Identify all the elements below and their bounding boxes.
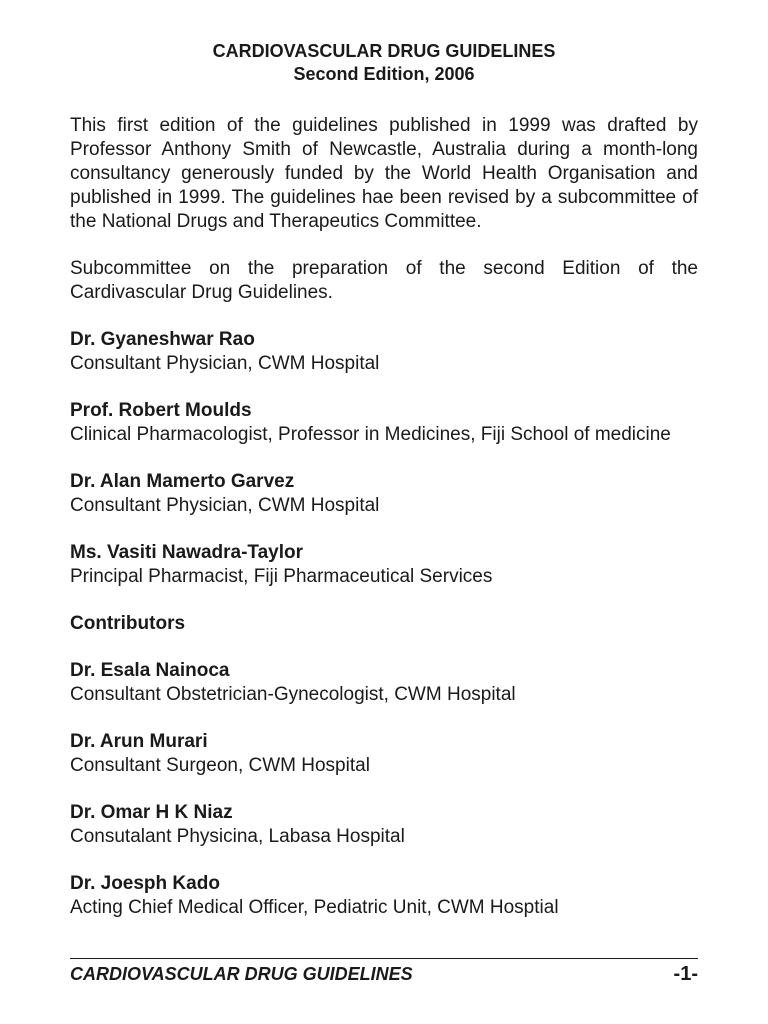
subcommittee-member <box>70 328 698 376</box>
member-name: Dr. Alan Mamerto Garvez <box>70 471 295 492</box>
contributor-name: Dr. Esala Nainoca <box>70 660 230 681</box>
document-title: CARDIOVASCULAR DRUG GUIDELINES <box>212 41 556 61</box>
page-footer <box>70 958 698 986</box>
subcommittee-member <box>70 399 698 447</box>
contributor-name: Dr. Omar H K Niaz <box>70 802 233 823</box>
document-edition: Second Edition, 2006 <box>293 64 475 84</box>
contributor-name: Dr. Joesph Kado <box>70 873 220 894</box>
document-page <box>70 40 698 920</box>
contributors-heading: Contributors <box>70 613 186 634</box>
member-role: Consultant Physician, CWM Hospital <box>70 495 380 516</box>
subcommittee-member <box>70 470 698 518</box>
contributor <box>70 730 698 778</box>
contributor-role: Consultant Obstetrician-Gynecologist, CWM Hospital <box>70 684 516 705</box>
subcommittee-intro: Subcommittee on the preparation of the second Edition of the Cardivascular Drug Guidelines. <box>70 258 698 303</box>
contributor-role: Consultant Surgeon, CWM Hospital <box>70 755 370 776</box>
member-name: Prof. Robert Moulds <box>70 400 252 421</box>
member-name: Ms. Vasiti Nawadra-Taylor <box>70 542 304 563</box>
contributor <box>70 659 698 707</box>
member-name: Dr. Gyaneshwar Rao <box>70 329 255 350</box>
member-role: Clinical Pharmacologist, Professor in Medicines, Fiji School of medicine <box>70 424 671 445</box>
member-role: Consultant Physician, CWM Hospital <box>70 353 380 374</box>
contributor-role: Consutalant Physicina, Labasa Hospital <box>70 826 405 847</box>
contributor <box>70 801 698 849</box>
member-role: Principal Pharmacist, Fiji Pharmaceutical Services <box>70 566 493 587</box>
intro-paragraph: This first edition of the guidelines published in 1999 was drafted by Professor Anthony Smith of Newcastle, Australia during a month-long consultancy generously funded by the World Health Organisation and published in 1999. The guidelines hae been revised by a subcommittee of the National Drugs and Therapeutics Committee. <box>70 115 698 232</box>
page-number: -1- <box>673 963 698 985</box>
footer-title: CARDIOVASCULAR DRUG GUIDELINES <box>70 964 413 984</box>
contributor-name: Dr. Arun Murari <box>70 731 208 752</box>
subcommittee-member <box>70 541 698 589</box>
contributor <box>70 872 698 920</box>
contributor-role: Acting Chief Medical Officer, Pediatric Unit, CWM Hosptial <box>70 897 559 918</box>
